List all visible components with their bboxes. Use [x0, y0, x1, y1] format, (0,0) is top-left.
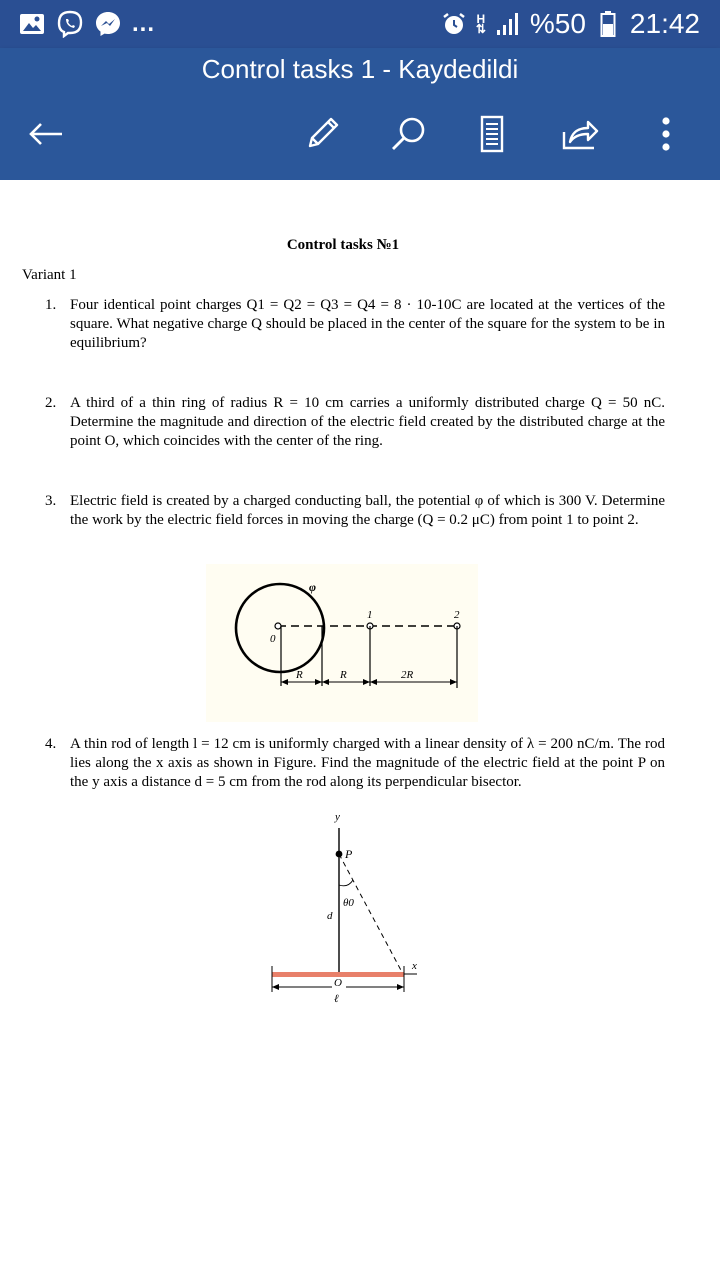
- o-label: O: [334, 977, 342, 989]
- task-number: 2.: [45, 395, 57, 411]
- more-options-button[interactable]: [644, 112, 688, 156]
- point-1-label: 1: [367, 609, 373, 621]
- notification-more: ...: [132, 10, 156, 37]
- r-label: R: [296, 669, 303, 681]
- search-icon: [389, 114, 429, 154]
- p-label: P: [345, 847, 353, 861]
- document-page[interactable]: [0, 180, 720, 1280]
- battery-percent: %50: [529, 8, 586, 39]
- reading-mode-icon: [472, 114, 512, 154]
- search-button[interactable]: [387, 112, 431, 156]
- variant-label: Variant 1: [22, 267, 77, 283]
- pencil-icon: [302, 114, 342, 154]
- back-button[interactable]: [24, 112, 68, 156]
- point-2-label: 2: [454, 609, 460, 621]
- more-vertical-icon: [646, 114, 686, 154]
- share-button[interactable]: [558, 112, 602, 156]
- figure-charged-ball: [206, 564, 478, 722]
- origin-label: 0: [270, 633, 276, 645]
- dashed-ray: [339, 854, 403, 974]
- network-type: [476, 14, 486, 34]
- x-label: x: [412, 960, 417, 972]
- phi-label: φ: [309, 580, 317, 594]
- clock: 21:42: [629, 8, 700, 39]
- edit-button[interactable]: [300, 112, 344, 156]
- y-label: y: [335, 811, 340, 823]
- alarm-icon: [440, 10, 468, 38]
- task-number: 3.: [45, 493, 57, 509]
- document-title: Control tasks 1 - Kaydedildi: [201, 54, 519, 84]
- status-right: [440, 8, 700, 40]
- figure-background: [206, 564, 478, 722]
- task-number: 4.: [45, 736, 57, 752]
- status-bar: [0, 0, 720, 48]
- app-bar: [0, 48, 720, 180]
- network-label: H: [476, 12, 486, 26]
- network-arrows-icon: ⇅: [475, 22, 486, 36]
- center-point: [275, 623, 281, 629]
- angle-arc: [339, 880, 353, 886]
- battery-icon: [594, 10, 622, 38]
- r-label: R: [340, 669, 347, 681]
- 2r-label: 2R: [401, 669, 414, 681]
- signal-icon: [494, 10, 522, 38]
- doc-heading: Control tasks №1: [286, 237, 400, 253]
- task-text: Four identical point charges Q1 = Q2 = Q3 = Q4 = 8 · 10-10C are located at the vertices of the square. What negative charge Q should be placed in the center of the square for the system to be in equilibrium?: [70, 297, 665, 351]
- d-label: d: [327, 910, 333, 922]
- task-text: A thin rod of length l = 12 cm is uniformly charged with a linear density of λ = 200 nC/m. The rod lies along the x axis as shown in Figure. Find the magnitude of the electric field at the point P on the y axis a distance d = 5 cm from the rod along its perpendicular bisector.: [70, 736, 665, 790]
- figure-charged-rod: [260, 806, 430, 1016]
- task-text: A third of a thin ring of radius R = 10 cm carries a uniformly distributed charge Q = 50 nC. Determine the magnitude and direction of the electric field created by the distributed charge at the point O, which coincides with the center of the ring.: [70, 395, 665, 449]
- point-p: [336, 851, 343, 858]
- share-icon: [560, 114, 600, 154]
- task-number: 1.: [45, 297, 57, 313]
- viber-icon: [56, 10, 84, 38]
- theta-label: θ0: [343, 897, 354, 909]
- status-left: [18, 10, 155, 38]
- task-text: Electric field is created by a charged conducting ball, the potential φ of which is 300 V. Determine the work by the electric field forces in moving the charge (Q = 0.2 μC) from point 1 to point 2.: [70, 493, 665, 528]
- reading-mode-button[interactable]: [470, 112, 514, 156]
- back-arrow-icon: [26, 114, 66, 154]
- messenger-icon: [94, 10, 122, 38]
- gallery-icon: [18, 10, 46, 38]
- l-label: ℓ: [334, 993, 339, 1005]
